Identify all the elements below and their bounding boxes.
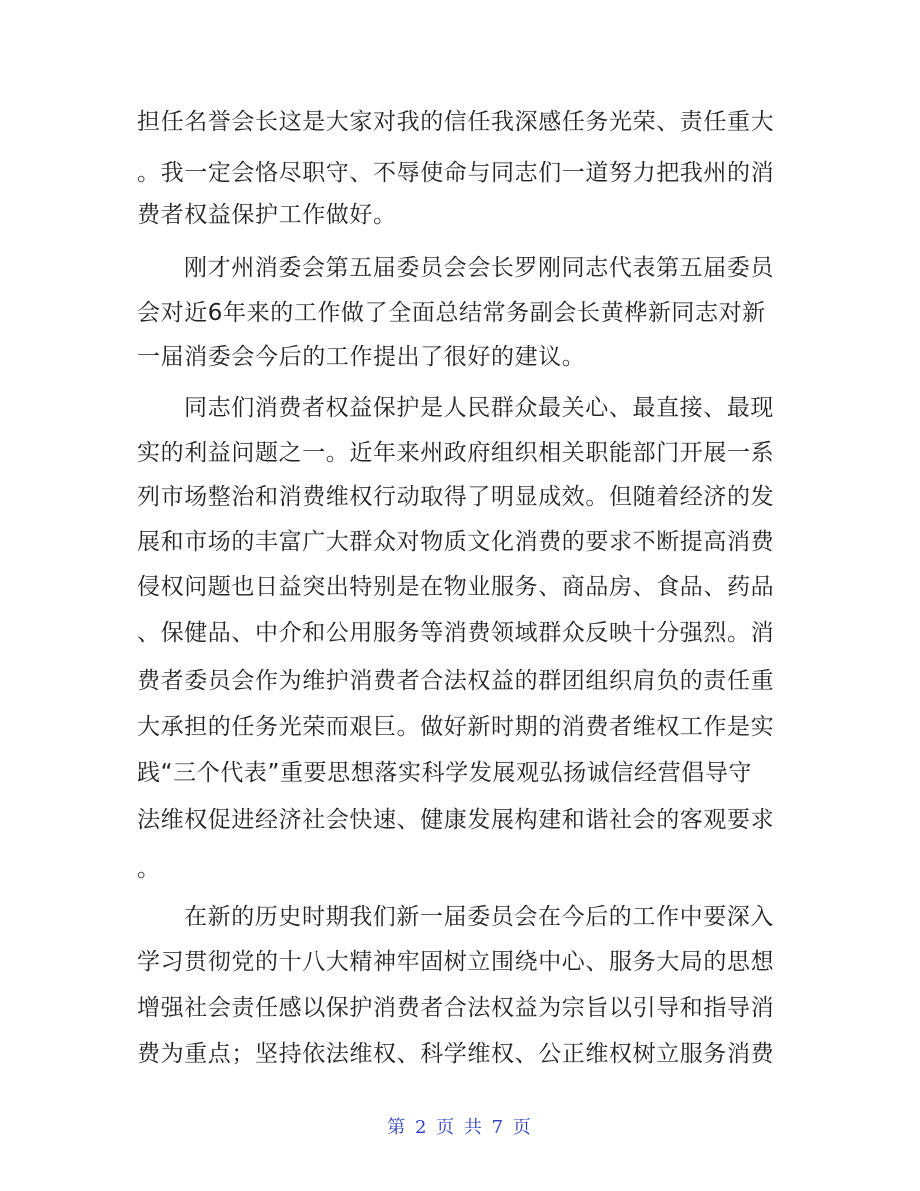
- text-line: 会对近6年来的工作做了全面总结常务副会长黄桦新同志对新: [137, 300, 766, 326]
- text-line: 展和市场的丰富广大群众对物质文化消费的要求不断提高消费: [137, 529, 775, 555]
- paragraph-first-line: 刚才州消委会第五届委员会会长罗刚同志代表第五届委员: [184, 255, 774, 281]
- text-line: 法维权促进经济社会快速、健康发展构建和谐社会的客观要求: [137, 807, 775, 833]
- text-line: 费者委员会作为维护消费者合法权益的群团组织肩负的责任重: [137, 668, 775, 694]
- text-line: 。: [137, 856, 161, 882]
- text-line: 。我一定会恪尽职守、不辱使命与同志们一道努力把我州的消: [137, 160, 775, 186]
- text-line: 一届消委会今后的工作提出了很好的建议。: [137, 344, 586, 370]
- text-line: 实的利益问题之一。近年来州政府组织相关职能部门开展一系: [137, 440, 775, 466]
- text-line: 增强社会责任感以保护消费者合法权益为宗旨以引导和指导消: [137, 995, 775, 1021]
- text-line: 费为重点；坚持依法维权、科学维权、公正维权树立服务消费: [137, 1041, 775, 1067]
- paragraph-first-line: 在新的历史时期我们新一届委员会在今后的工作中要深入: [184, 904, 774, 930]
- text-line: 践“三个代表”重要思想落实科学发展观弘扬诚信经营倡导守: [137, 760, 753, 786]
- text-line: 大承担的任务光荣而艰巨。做好新时期的消费者维权工作是实: [137, 714, 775, 740]
- paragraph-first-line: 同志们消费者权益保护是人民群众最关心、最直接、最现: [184, 395, 774, 421]
- text-line: 费者权益保护工作做好。: [137, 202, 397, 228]
- page-number-footer: 第 2 页 共 7 页: [387, 1117, 533, 1138]
- text-line: 列市场整治和消费维权行动取得了明显成效。但随着经济的发: [137, 484, 775, 510]
- text-line: 学习贯彻党的十八大精神牢固树立围绕中心、服务大局的思想: [137, 949, 775, 975]
- text-line: 担任名誉会长这是大家对我的信任我深感任务光荣、责任重大: [137, 109, 775, 135]
- text-line: 侵权问题也日益突出特别是在物业服务、商品房、食品、药品: [137, 574, 775, 600]
- text-line: 、保健品、中介和公用服务等消费领域群众反映十分强烈。消: [137, 620, 775, 646]
